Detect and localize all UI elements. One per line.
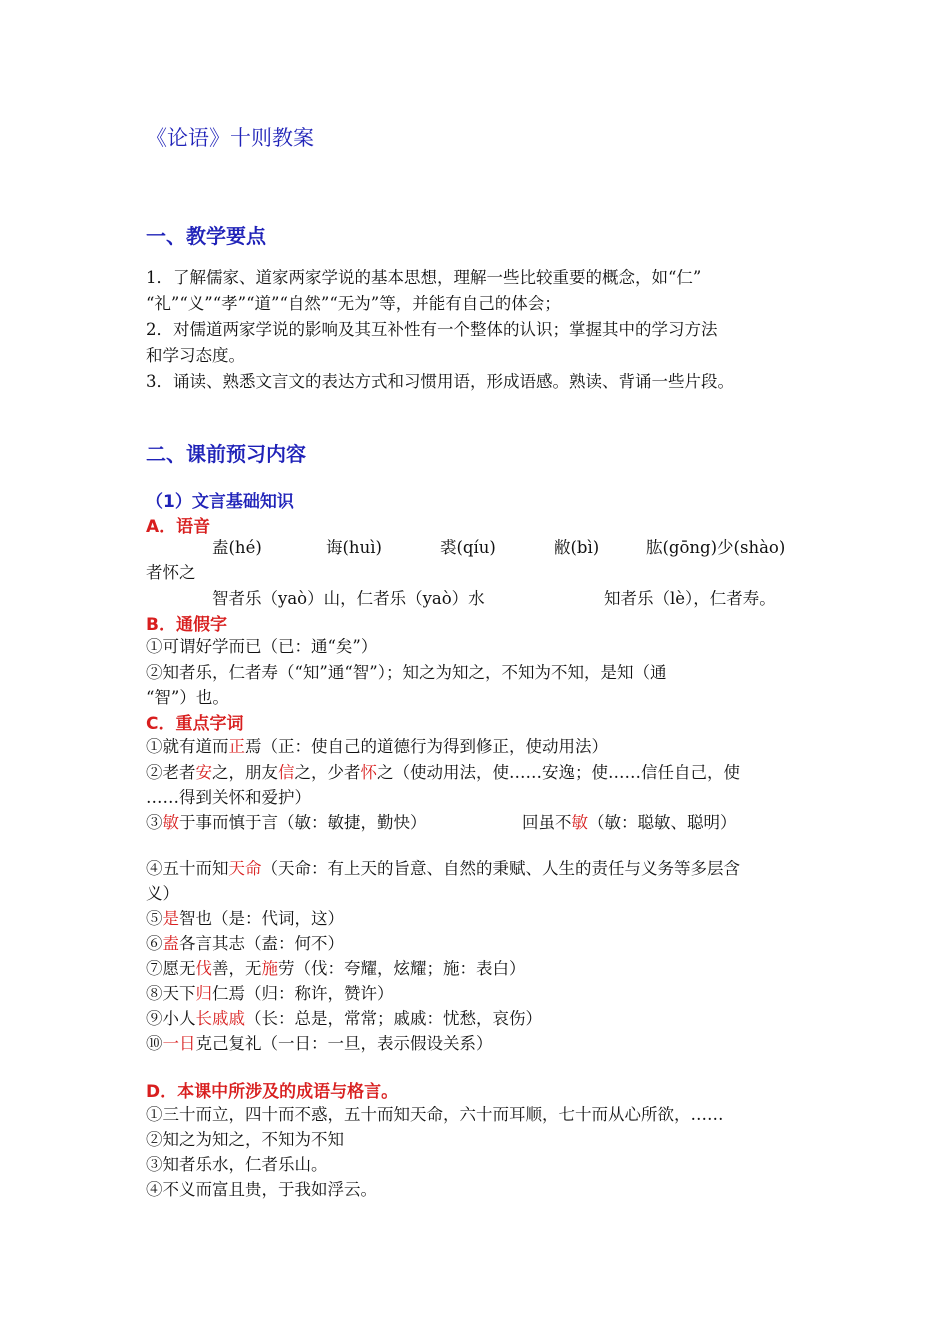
key-word-item: ⑤是智也（是：代词，这） — [146, 909, 344, 928]
key-word-item: ③敏于事而慎于言（敏：敏捷，勤快） — [146, 813, 427, 832]
teaching-point-line: “礼”“义”“孝”“道”“自然”“无为”等，并能有自己的体会； — [146, 294, 561, 313]
loan-character-item: ①可谓好学而已（已：通“矣”） — [146, 637, 378, 656]
key-word-item: ②老者安之，朋友信之，少者怀之（使动用法，使……安逸；使……信任自己，使 — [146, 763, 740, 782]
idiom-item: ①三十而立，四十而不惑，五十而知天命，六十而耳顺，七十而从心所欲，…… — [146, 1105, 724, 1124]
pronunciation-item: 智者乐（yaò）山，仁者乐（yaò）水 — [212, 589, 485, 608]
pronunciation-item: 盍(hé) — [212, 538, 262, 557]
section-heading-preview: 二、课前预习内容 — [146, 442, 306, 466]
idiom-item: ④不义而富且贵，于我如浮云。 — [146, 1180, 377, 1199]
pronunciation-item: 诲(huì) — [326, 538, 382, 557]
teaching-point-line: 2．对儒道两家学说的影响及其互补性有一个整体的认识；掌握其中的学习方法 — [146, 320, 718, 339]
heading-pronunciation: A．语音 — [146, 517, 211, 537]
teaching-point-line: 和学习态度。 — [146, 346, 245, 365]
heading-key-words: C．重点字词 — [146, 714, 244, 734]
key-word-wrap: 义） — [146, 884, 179, 903]
page-title: 《论语》十则教案 — [146, 126, 314, 150]
pronunciation-item: 知者乐（lè），仁者寿。 — [604, 589, 776, 608]
key-word-item: ⑦愿无伐善，无施劳（伐：夸耀，炫耀；施：表白） — [146, 959, 526, 978]
loan-character-item: “智”）也。 — [146, 688, 229, 707]
teaching-point-line: 1．了解儒家、道家两家学说的基本思想，理解一些比较重要的概念，如“仁” — [146, 268, 702, 287]
idiom-item: ②知之为知之，不知为不知 — [146, 1130, 344, 1149]
key-word-item: ⑧天下归仁焉（归：称许，赞许） — [146, 984, 394, 1003]
teaching-point-line: 3．诵读、熟悉文言文的表达方式和习惯用语，形成语感。熟读、背诵一些片段。 — [146, 372, 734, 391]
key-word-item: ⑨小人长戚戚（长：总是，常常；戚戚：忧愁，哀伤） — [146, 1009, 542, 1028]
pronunciation-item: 裘(qíu) — [440, 538, 496, 557]
heading-idioms: D．本课中所涉及的成语与格言。 — [146, 1082, 399, 1102]
section-heading-teaching-points: 一、教学要点 — [146, 224, 266, 248]
loan-character-item: ②知者乐，仁者寿（“知”通“智”）；知之为知之，不知为不知，是知（通 — [146, 663, 667, 682]
key-word-item: ⑩一日克己复礼（一日：一旦，表示假设关系） — [146, 1034, 493, 1053]
key-word-item: ①就有道而正焉（正：使自己的道德行为得到修正，使动用法） — [146, 737, 608, 756]
pronunciation-item: 肱(gōng)少(shào) — [646, 538, 786, 557]
key-word-wrap: ……得到关怀和爱护） — [146, 788, 311, 807]
subsection-heading-classical-basics: （1）文言基础知识 — [146, 492, 294, 512]
heading-loan-characters: B．通假字 — [146, 615, 227, 635]
key-word-item: 回虽不敏（敏：聪敏、聪明） — [522, 813, 737, 832]
pronunciation-item: 敝(bì) — [554, 538, 600, 557]
key-word-item: ④五十而知天命（天命：有上天的旨意、自然的秉赋、人生的责任与义务等多层含 — [146, 859, 740, 878]
key-word-item: ⑥盍各言其志（盍：何不） — [146, 934, 344, 953]
idiom-item: ③知者乐水，仁者乐山。 — [146, 1155, 328, 1174]
pronunciation-wrap: 者怀之 — [146, 563, 196, 582]
